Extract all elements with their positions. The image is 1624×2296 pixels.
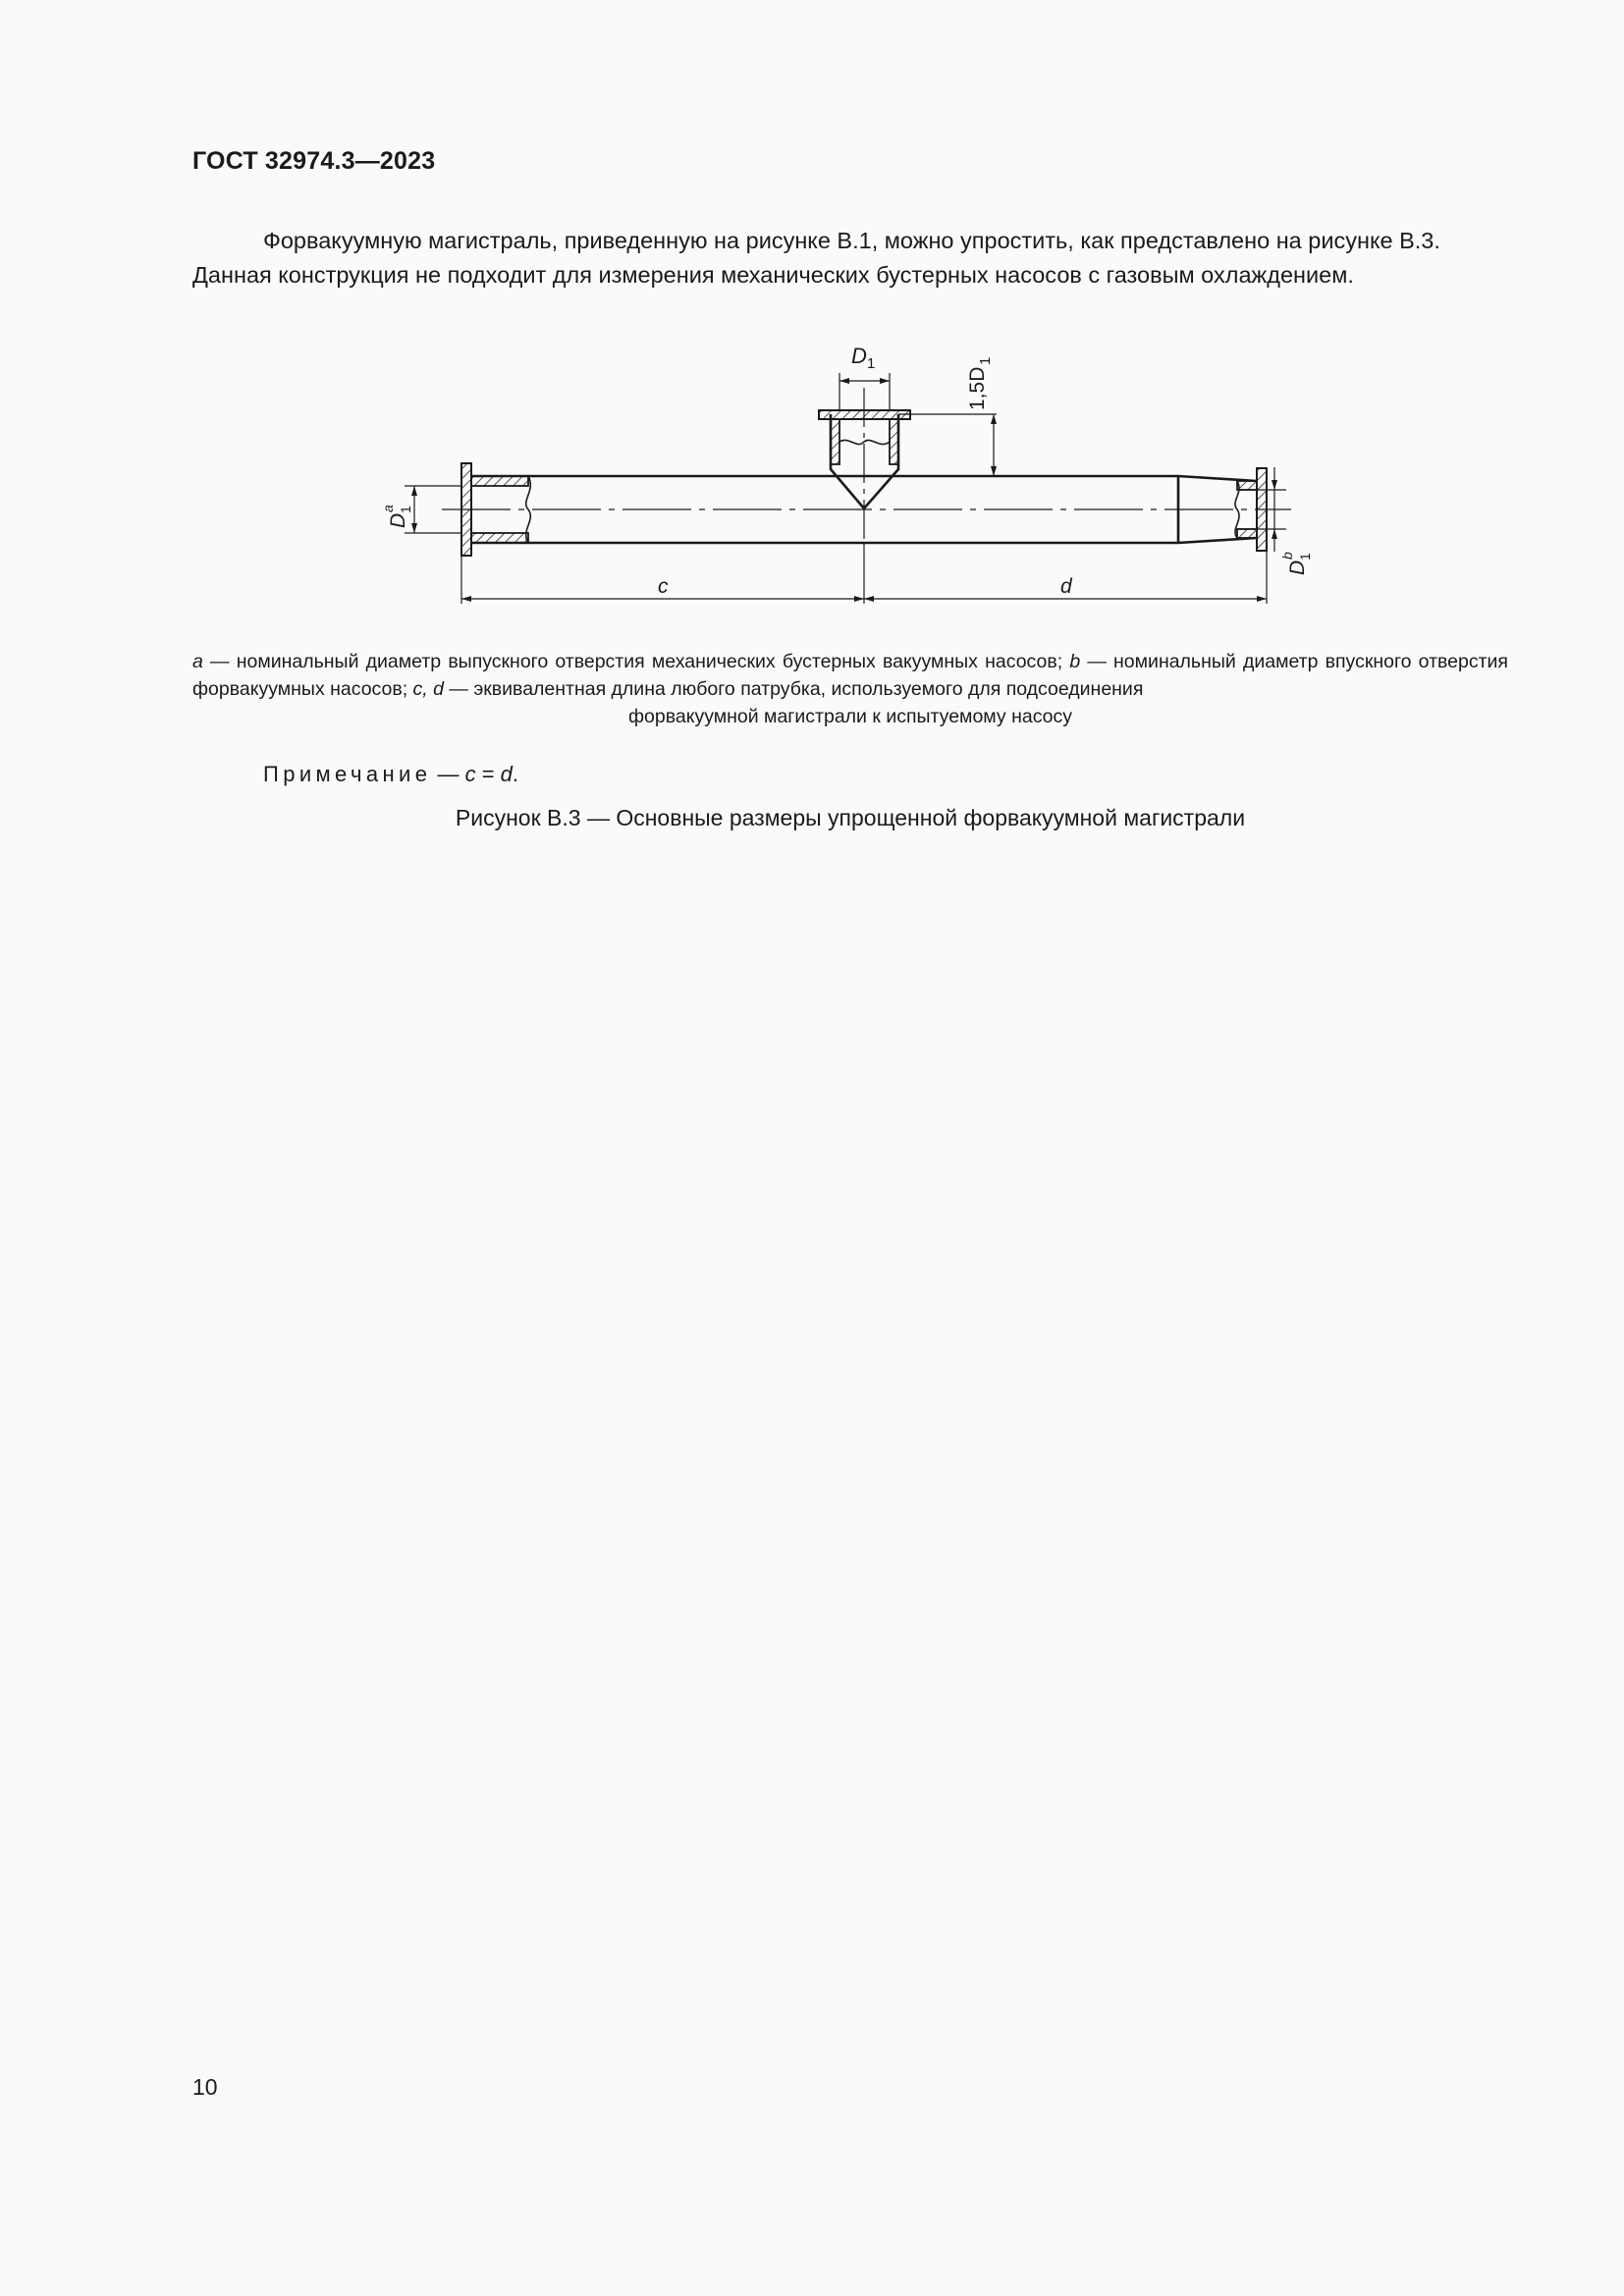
right-d-sub: 1 (1297, 553, 1313, 561)
note-label: Примечание (263, 762, 432, 786)
tee-flange (819, 410, 910, 419)
c-label: c (658, 575, 669, 598)
height-sub: 1 (977, 356, 994, 365)
right-stub-top (1237, 481, 1257, 490)
foreline-drawing (363, 334, 1313, 618)
legend-cd-text: — эквивалентная длина любого патрубка, используемого для подсоединения (443, 678, 1144, 700)
legend-a-key: a (192, 651, 203, 672)
legend-b-key: b (1069, 651, 1081, 672)
tee-wall-left (831, 419, 839, 464)
note-d: d (500, 762, 513, 786)
legend-a-text: — номинальный диаметр выпускного отверстия механических бустерных вакуумных насосов; (202, 651, 1070, 672)
figure-b3 (363, 334, 1313, 618)
d-label: d (1060, 575, 1072, 598)
right-d-label: D (1286, 560, 1309, 575)
page-number: 10 (192, 2074, 218, 2100)
tee-wall-right (890, 419, 898, 464)
note-eq: = (475, 762, 501, 786)
left-flange (461, 463, 471, 556)
top-d-sub: 1 (867, 355, 876, 372)
legend-b-text: — номинальный диаметр впускного отверстия форвакуумных насосов; (192, 651, 1508, 700)
left-d-sub: 1 (398, 506, 413, 513)
legend-cd-key: c, d (412, 678, 444, 700)
intro-line-2: Данная конструкция не подходит для измерения механических бустерных насосов с газовым охлаждением. (192, 262, 1354, 288)
note-c: c (464, 762, 476, 786)
right-stub-bottom (1237, 529, 1257, 538)
left-d-sup: a (380, 505, 396, 512)
figure-note (263, 762, 518, 787)
figure-caption: Рисунок В.3 — Основные размеры упрощенной форвакуумной магистрали (455, 805, 1246, 830)
intro-paragraph (192, 224, 1508, 293)
intro-line-1: Форвакуумную магистраль, приведенную на рисунке В.1, можно упростить, как представлено на рисунке В.3. (263, 228, 1440, 253)
tee-break-line (839, 440, 890, 444)
right-d-sup: b (1279, 552, 1295, 560)
note-dash: — (431, 762, 465, 786)
figure-legend (192, 648, 1508, 730)
document-header: ГОСТ 32974.3—2023 (192, 147, 436, 175)
height-label: 1,5D (966, 366, 989, 410)
left-stub-bottom (471, 533, 528, 543)
left-stub-top (471, 476, 528, 486)
left-d-label: D (387, 512, 409, 528)
note-end: . (512, 762, 519, 786)
right-flange (1257, 468, 1267, 551)
legend-last-line: форвакуумной магистрали к испытуемому насосу (627, 706, 1073, 727)
top-d-label: D (851, 344, 867, 368)
